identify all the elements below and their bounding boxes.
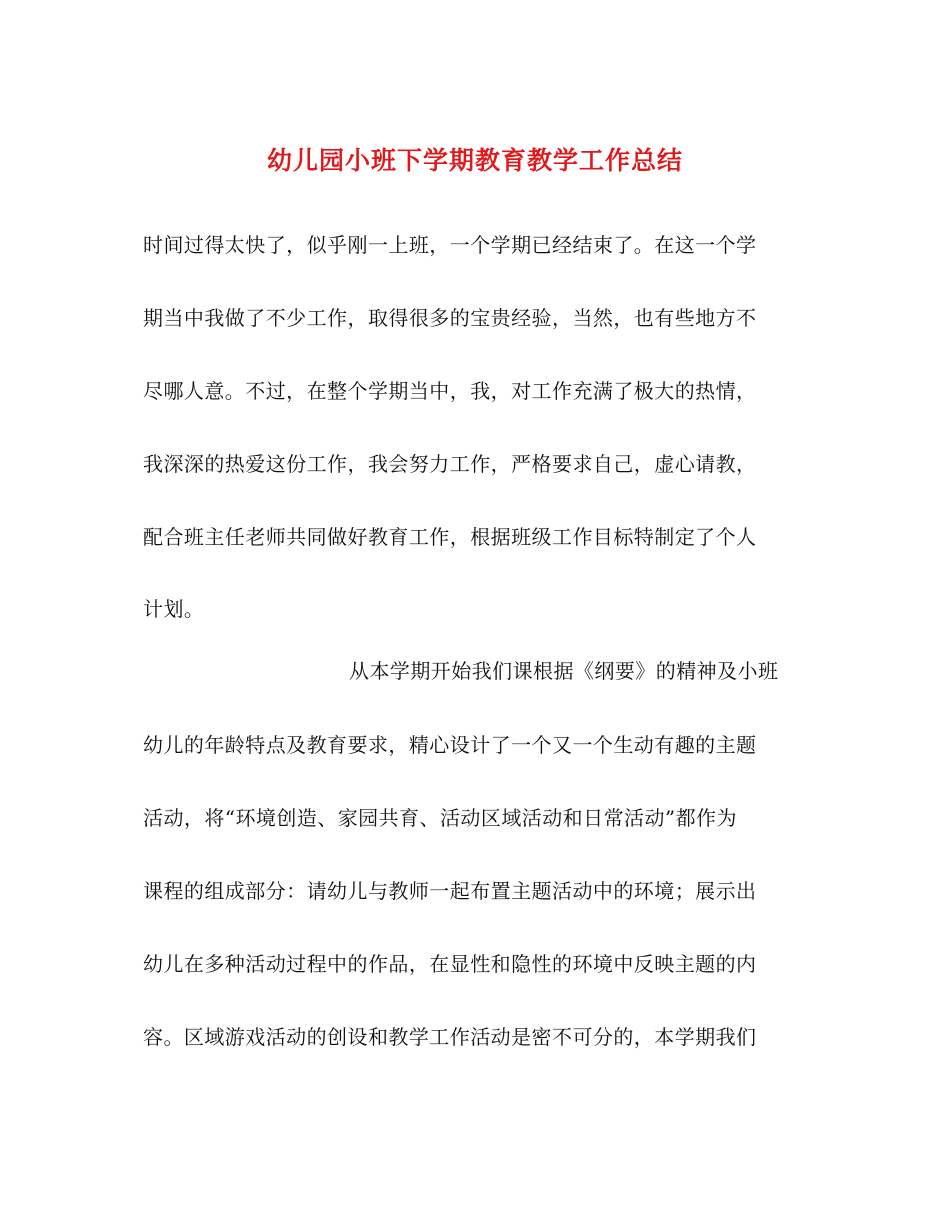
paragraph-line: 容。区域游戏活动的创设和教学工作活动是密不可分的，本学期我们	[143, 1025, 757, 1049]
paragraph-line: 活动，将“环境创造、家园共育、活动区域活动和日常活动”都作为	[143, 806, 737, 830]
paragraph-line: 幼儿在多种活动过程中的作品，在显性和隐性的环境中反映主题的内	[143, 952, 757, 976]
paragraph-line: 尽哪人意。不过，在整个学期当中，我，对工作充满了极大的热情，	[143, 379, 757, 403]
paragraph-line: 从本学期开始我们课根据《纲要》的精神及小班	[349, 659, 779, 683]
paragraph-line: 课程的组成部分：请幼儿与教师一起布置主题活动中的环境；展示出	[143, 879, 757, 903]
paragraph-line: 配合班主任老师共同做好教育工作，根据班级工作目标特制定了个人	[143, 525, 757, 549]
paragraph-line: 期当中我做了不少工作，取得很多的宝贵经验，当然，也有些地方不	[143, 306, 757, 330]
paragraph-line: 幼儿的年龄特点及教育要求，精心设计了一个又一个生动有趣的主题	[143, 733, 757, 757]
paragraph-line: 计划。	[143, 597, 205, 621]
document-title: 幼儿园小班下学期教育教学工作总结	[266, 146, 683, 175]
paragraph-line: 我深深的热爱这份工作，我会努力工作，严格要求自己，虚心请教，	[143, 452, 757, 476]
paragraph-line: 时间过得太快了，似乎刚一上班，一个学期已经结束了。在这一个学	[143, 233, 757, 257]
